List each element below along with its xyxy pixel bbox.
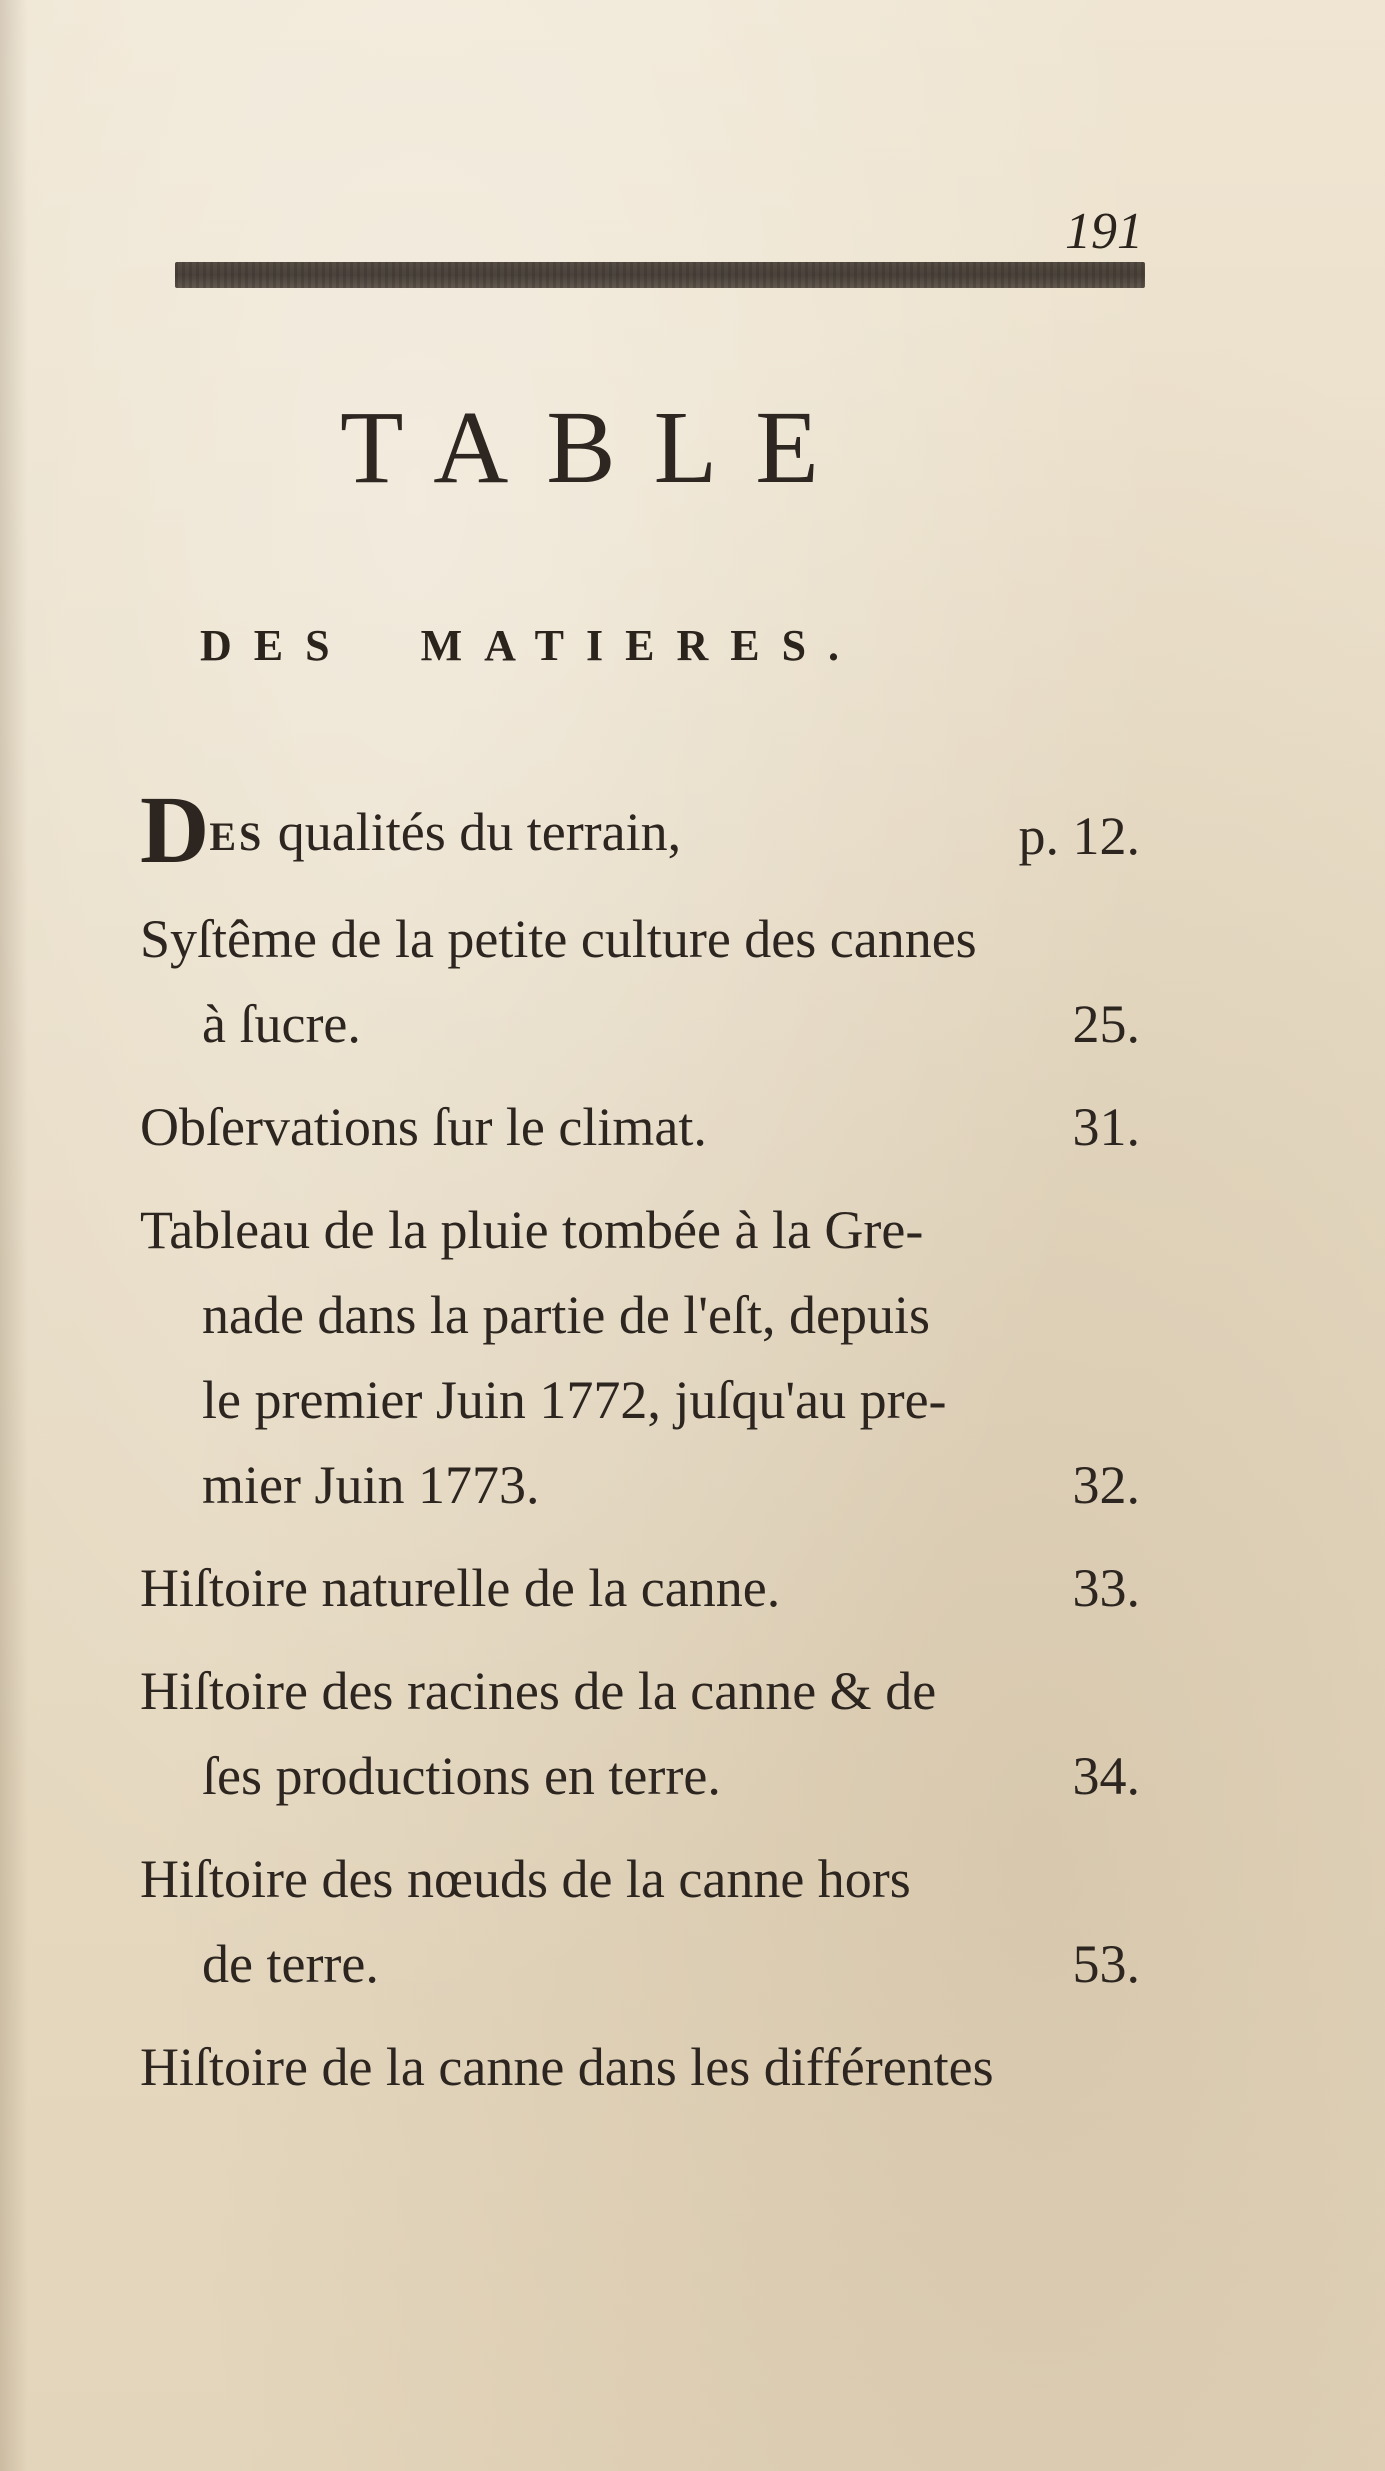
- small-caps: ES: [209, 814, 265, 859]
- toc-entry: [140, 1188, 1140, 1528]
- toc-page-ref: 32.: [1072, 1455, 1140, 1515]
- toc-entry-text: [140, 776, 930, 883]
- toc-page-ref: 34.: [1072, 1746, 1140, 1806]
- toc-entry-line: Tableau de la pluie tombée à la Gre-: [140, 1200, 924, 1260]
- toc-entry-line: Hiſtoire de la canne dans les différentes: [140, 2037, 994, 2097]
- toc-entry-line: Hiſtoire naturelle de la canne.: [140, 1558, 781, 1618]
- toc-entry-line: Obſervations ſur le climat.: [140, 1097, 707, 1157]
- page-gutter-shadow: [0, 0, 28, 2471]
- toc-page-ref: 25.: [1072, 994, 1140, 1054]
- drop-cap: D: [140, 776, 210, 883]
- toc-entry-line: le premier Juin 1772, juſqu'au pre-: [202, 1370, 947, 1430]
- toc-page-ref: 33.: [1072, 1558, 1140, 1618]
- toc-page-ref: p. 12.: [1018, 806, 1140, 866]
- page-subtitle: DES MATIERES.: [200, 621, 862, 670]
- toc-entry-line: nade dans la partie de l'eſt, depuis: [202, 1285, 930, 1345]
- toc-entry: [140, 2025, 1140, 2110]
- toc-entry: [140, 1837, 1140, 2007]
- toc-page-ref: 31.: [1072, 1097, 1140, 1157]
- toc-entry-line: à ſucre.: [202, 994, 361, 1054]
- page-number: 191: [1065, 203, 1143, 260]
- toc-entry: [140, 1649, 1140, 1819]
- table-of-contents: [140, 776, 1140, 2128]
- toc-entry-line: qualités du terrain,: [277, 802, 682, 862]
- toc-entry-line: Hiſtoire des nœuds de la canne hors: [140, 1849, 911, 1909]
- toc-entry: [140, 776, 1140, 883]
- toc-entry-line: de terre.: [202, 1934, 379, 1994]
- page-title: TABLE: [340, 390, 857, 505]
- toc-entry: [140, 897, 1140, 1067]
- toc-entry-line: ſes productions en terre.: [202, 1746, 721, 1806]
- ornamental-rule: [175, 262, 1145, 288]
- toc-entry-line: Syſtême de la petite culture des cannes: [140, 909, 977, 969]
- toc-entry-line: mier Juin 1773.: [202, 1455, 540, 1515]
- toc-entry: [140, 1546, 1140, 1631]
- toc-entry-line: Hiſtoire des racines de la canne & de: [140, 1661, 937, 1721]
- toc-entry: [140, 1085, 1140, 1170]
- toc-page-ref: 53.: [1072, 1934, 1140, 1994]
